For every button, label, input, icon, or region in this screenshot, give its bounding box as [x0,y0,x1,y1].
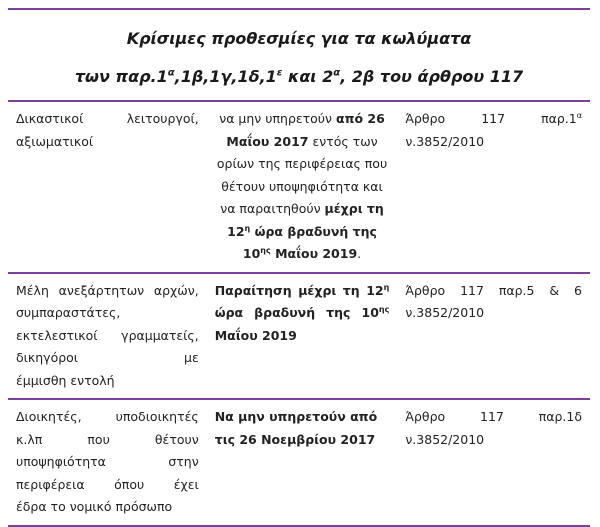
title-line-2: των $\pi\alpha\rho.1^\alpha,1\beta,1\gamma,1\delta,1^\varepsilon$ και $2^\alpha$, 2β του άρθρου 117 [74,67,524,86]
deadlines-table [8,100,590,527]
who-cell: Διοικητές, υποδιοικητές κ.λπ που θέτουν υποψηφιότητα στην περιφέρεια όπου έχει έδρα το νομικό πρόσωπο [16,409,199,514]
title-line-1: Κρίσιμες προθεσμίες για τα κωλύματα [126,29,472,48]
top-rule [8,8,590,10]
condition-cell: Να μην υπηρετούν από τις 26 Νοεμβρίου 2017 [214,409,378,447]
reference-cell: Άρθρο 117 $\pi\alpha\rho.1^\alpha$ ν.3852/2010 [405,110,582,149]
condition-cell: Παραίτηση μέχρι τη $12^\eta$ ώρα βραδυνή της $10^{\eta\varsigma}$ Μαΐου 2019 [214,282,390,343]
who-cell: Μέλη ανεξάρτητων αρχών, συμπαραστάτες, εκτελεστικοί γραμματείς, δικηγόροι με έμμισθη εντολή [16,282,199,388]
reference-cell: Άρθρο 117 παρ.1δ ν.3852/2010 [405,409,582,447]
who-cell: Δικαστικοί λειτουργοί, αξιωματικοί [16,111,199,149]
reference-cell: Άρθρο 117 παρ.5 & 6 ν.3852/2010 [405,282,582,320]
condition-cell: να μην υπηρετούν από 26 Μαΐου 2017 εντός των ορίων της περιφέρειας που θέτουν υποψηφιότητα και να παραιτηθούν μέχρι τη $12^\eta$ ώρα βραδυνή της $10^{\eta\varsigma}$ Μαΐου 2019. [216,111,388,261]
table-row [8,399,590,526]
document-title [8,22,590,94]
table-row [8,273,590,400]
table-row [8,101,590,273]
